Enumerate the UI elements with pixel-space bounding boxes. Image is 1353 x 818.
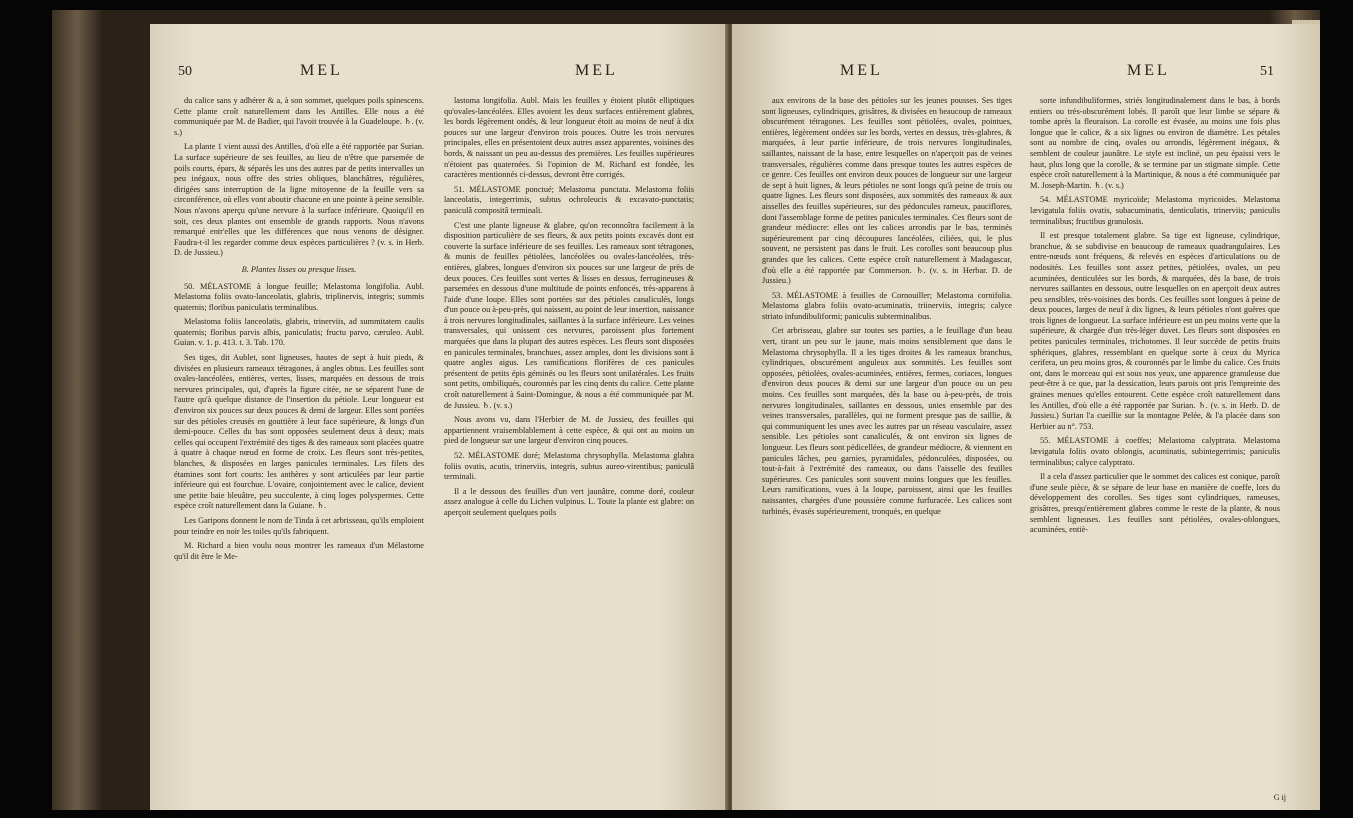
left-page-number: 50 xyxy=(178,64,192,79)
right-heading-1: MEL xyxy=(840,62,883,79)
right-page xyxy=(732,24,1320,810)
paragraph: 52. MÉLASTOME doré; Melastoma chrysophylla. Melastoma glabra foliis ovatis, acutis, trinerviis, integris, subtus aureo-virentibus; paniculâ terminali. xyxy=(444,451,694,482)
left-running-head xyxy=(150,62,728,92)
left-column-2 xyxy=(444,96,694,523)
section-heading: B. Plantes lisses ou presque lisses. xyxy=(241,264,357,274)
paragraph: du calice sans y adhérer & a, à son sommet, quelques poils spinescens. Cette plante croît naturellement dans les Antilles. Elle nous a été communiquée par M. de Badier, qui l'avoit trouvée à la Guadeloupe. ♄. (v. s.) xyxy=(174,96,424,137)
left-heading-1: MEL xyxy=(300,62,343,79)
right-page-number: 51 xyxy=(1260,64,1274,79)
book xyxy=(52,10,1320,810)
paragraph: La plante 1 vient aussi des Antilles, d'où elle a été rapportée par Surian. La surface supérieure de ses feuilles, au lieu de n'être que parsemée de poils courts, épars, & séparés les uns des autres par de petits intervalles un peu inégaux, nous offre des stries obliques, blanchâtres, régulières, dirigées sans interruption de la ligne mitoyenne de la feuille vers sa circonférence, où elles vont aboutir chacune en une pointe à peine sensible. Nous n'avons aperçu qu'une nervure à la surface inférieure. Quoiqu'il en soit, ces deux plantes ont ensemble de grands rapports. Nous n'avons remarqué entr'elles que les différences que nous venons de désigner. Faudra-t-il les regarder comme deux espèces particulières ? (v. s. in Herb. D. de Jussieu.) xyxy=(174,142,424,258)
right-column-1 xyxy=(762,96,1012,521)
catchword: G ij xyxy=(1273,793,1286,802)
paragraph: lastoma longifolia. Aubl. Mais les feuilles y étoient plutôt elliptiques qu'ovales-lancéolées. Elles avoient les deux surfaces entièrement glabres, les bords légèrement ondés, & leur longueur étoit au moins de neuf à dix pouces sur une largeur d'environ trois pouces. Outre les trois nervures principales, elles en présentoient deux autres assez apparentes, voisines des bords, & naissant un peu au-dessus des premières. Les feuilles supérieures n'étoient pas quaternées. Si l'opinion de M. Richard est fondée, les caractères mentionnés ci-dessus, devront être corrigés. xyxy=(444,96,694,180)
paragraph: Il a cela d'assez particulier que le sommet des calices est conique, paroît d'une seule pièce, & se sépare de leur base en manière de coeffe, lors du développement des corolles. Ses tiges sont cylindriques, rameuses, grisâtres, presqu'entièrement glabres comme le reste de la plante, & nous semblent ligneuses. Les feuilles sont pétiolées, ovales-oblongues, acuminées, entiè- xyxy=(1030,472,1280,535)
paragraph: 54. MÉLASTOME myricoïde; Melastoma myricoides. Melastoma lævigatula foliis ovatis, subacuminatis, denticulatis, trinerviis; paniculis terminalibus; fructibus granulosis. xyxy=(1030,195,1280,226)
paragraph: Il est presque totalement glabre. Sa tige est ligneuse, cylindrique, branchue, & se subdivise en beaucoup de rameaux quadrangulaires. Les entre-nœuds sont fréquens, & relevés en espèces d'articulations ou de nodosités. Les feuilles sont assez petites, pétiolées, ovales, un peu acuminées, denticulées sur les bords, & marquées, dès la base, de trois nervures saillantes en dessous, outre lesquelles on en aperçoit deux autres peu sensibles, très-voisines des bords. Ces feuilles sont longues à peine de deux pouces, larges de neuf à dix lignes, & leurs pétioles n'ont guères que trois lignes de longueur. La surface inférieure est un peu moins verte que la supérieure, & chargée d'un très-léger duvet. Les fleurs sont disposées en petites panicules terminales, trichotomes. Il leur succède de petits fruits sphériques, glabres, ressemblant en quelque sorte à ceux du Myrica cerifera, un peu moins gros, & couronnés par le limbe du calice. Ces fruits ont, dans le morceau qui est sous nos yeux, une apparence granuleuse due peut-être à ce que, par la dessication, leurs parois ont pris l'empreinte des graines menues qu'elles entourent. Cette espèce croît naturellement dans les Antilles, d'où elle a été rapportée par Surian. ♄. (v. s. in Herb. D. de Jussieu.) Surian l'a cueillie sur la montagne Pelée, & l'a placée dans son Herbier au n°. 753. xyxy=(1030,231,1280,431)
paragraph: Les Garipons donnent le nom de Tinda à cet arbrisseau, qu'ils emploient pour teindre en noir les toiles qu'ils fabriquent. xyxy=(174,515,424,536)
paragraph: Nous avons vu, dans l'Herbier de M. de Jussieu, des feuilles qui appartiennent vraisemblablement à cette espèce, & qui ont au moins un pied de longueur sur une largeur d'environ cinq pouces. xyxy=(444,415,694,446)
paragraph: C'est une plante ligneuse & glabre, qu'on reconnoîtra facilement à la disposition particulière de ses fleurs, & aux petits points excavés dont est couverte la surface inférieure de ses feuilles. Les rameaux sont tétragones, & munis de feuilles pétiolées, lancéolées ou ovales-lancéolées, très-entières, glabres, longues d'environ six pouces sur une largeur de près de deux pouces. Ces feuilles sont vertes & lisses en dessus, ferrugineuses & parsemées en dessous d'une multitude de points enfoncés, très-apparens à l'aide d'une loupe. Elles sont portées sur des pétioles canaliculés, longs d'un pouce ou à-peu-près, qui naissent, au point de leur insertion, naissance à trois nervures longitudinales, saillantes à la surface inférieure. Les veines transversales, qui unissent ces nervures, paroissent plus fortement marquées que dans la plupart des autres espèces. Les fleurs sont disposées en panicules terminales, branchues, assez amples, dont les divisions sont à quatre angles aigus. Les ramifications florifères de ces panicules présentent de petits épis géminés ou les fleurs sont unilatérales. Les fruits sont petits, ombiliqués, couronnés par les cinq dents du calice. Cette plante croît naturellement à Saint-Domingue, & nous a été communiquée par M. de Jussieu. ♄. (v. s.) xyxy=(444,220,694,410)
paragraph: Ses tiges, dit Aublet, sont ligneuses, hautes de sept à huit pieds, & divisées en plusieurs rameaux tétragones, à angles obtus. Les feuilles sont ovales-lancéolées, entières, vertes, lisses, marquées en dessous de trois nervures principales, qui, d'après la figure citée, ne se séparent l'une de l'autre qu'à quelque distance de l'insertion du pétiole. Leur longueur est d'environ six pouces sur deux pouces & demi de largeur. Elles sont portées sur des pétioles creusés en gouttière à leur face supérieure, & longs d'un demi-pouce. Celles du bas sont opposées seulement deux à deux; mais celles qui occupent l'extrémité des tiges & des rameaux sont placées quatre à quatre à chaque nœud en forme de croix. Les fleurs sont très-petites, blanches, & disposées en larges panicules terminales. Les filets des étamines sont fort courts: les anthères y sont articulées par leur partie inférieure qui est fourchue. L'ovaire, conjointement avec le calice, devient une petite baie bleuâtre, peu succulente, à cinq loges polyspermes. Cette espèce croît naturellement dans la Guiane. ♄. xyxy=(174,353,424,511)
paragraph: sorte infundibuliformes, striés longitudinalement dans le bas, à bords entiers ou très-obscurément lobés. Il paroît que leur limbe se sépare & tombe après la fleuraison. La corolle est évasée, au moins une fois plus longue que le calice, & a six lignes ou environ de diamètre. Les pétales sont au nombre de cinq, ovales ou arrondis, légèrement inégaux, & semblent de couleur jaunâtre. Le style est incliné, un peu épaissi vers le haut, plus long que la corolle, & se termine par un stigmate simple. Cette espèce croît naturellement à la Martinique, & nous a été communiquée par M. Joseph-Martin. ♄. (v. s.) xyxy=(1030,96,1280,190)
paragraph: 53. MÉLASTOME à feuilles de Cornouiller; Melastoma cornifolia. Melastoma glabra foliis ovato-acuminatis, triinerviis, integris; calyce striato infundibuliformi; paniculis subterminalibus. xyxy=(762,290,1012,321)
left-heading-2: MEL xyxy=(575,62,618,79)
right-column-2 xyxy=(1030,96,1280,540)
paragraph: Il a le dessous des feuilles d'un vert jaunâtre, comme doré, couleur assez analogue à celle du Lichen vulpinus. L. Toute la plante est glabre: on aperçoit seulement quelques poils xyxy=(444,486,694,517)
paragraph: M. Richard a bien voulu nous montrer les rameaux d'un Mélastome qu'il dit être le Me- xyxy=(174,541,424,561)
right-heading-2: MEL xyxy=(1127,62,1170,79)
left-page xyxy=(150,24,728,810)
left-column-1 xyxy=(174,96,424,566)
paragraph: 51. MÉLASTOME ponctué; Melastoma punctata. Melastoma foliis lanceolatis, integerrimis, subtus ochroleucis & excavato-punctatis; paniculâ compositâ terminali. xyxy=(444,184,694,215)
paragraph: 50. MÉLASTOME à longue feuille; Melastoma longifolia. Aubl. Melastoma foliis ovato-lanceolatis, glabris, triplinervis, integris; summis quaternis; floribus paniculatis terminalibus. xyxy=(174,281,424,312)
paragraph: aux environs de la base des pétioles sur les jeunes pousses. Ses tiges sont ligneuses, cylindriques, grisâtres, & divisées en beaucoup de rameaux obscurément tétragones. Les feuilles sont pétiolées, ovales, pointues, entières, légèrement ondées sur les bords, vertes en dessus, très-glabres, & marquées, à leur partie inférieure, de trois nervures longitudinales, saillantes, naissant de la base, entre lesquelles on n'aperçoit pas de veines transversales, régulières comme dans presque toutes les autres espèces de ce genre. Ces feuilles ont environ deux pouces de longueur sur une largeur de sept à huit lignes, & leurs pétioles ne sont longs qu'à peine de trois ou quatre lignes. Les fleurs sont disposées, aux sommités des rameaux & aux aisselles des feuilles supérieures, sur des pédoncules rameux, pauciflores, dont l'assemblage forme de petites panicules terminales. Ces fleurs sont de grandeur médiocre: elles ont les calices arrondis par le bas, terminés supérieurement par cinq découpures lancéolées, ciliées, qui, le plus souvent, ne persistent pas dans le fruit. Les corolles sont beaucoup plus grandes que les calices. Cette espèce croît naturellement à Madagascar, d'où elle a été rapportée par Commerson. ♄. (v. s. in Herbar. D. de Jussieu.) xyxy=(762,96,1012,286)
paragraph: 55. MÉLASTOME à coeffes; Melastoma calyptrata. Melastoma lævigatula foliis ovato oblongis, acuminatis, subintegerrimis; paniculis terminalibus; calyce calyptrato. xyxy=(1030,436,1280,467)
paragraph: Cet arbrisseau, glabre sur toutes ses parties, a le feuillage d'un beau vert, tirant un peu sur le jaune, mais moins sensiblement que dans le Melastoma chrysophylla. Il a les tiges droites & les rameaux branchus, cylindriques, obscurément anguleux aux sommités. Les feuilles sont opposées, pétiolées, ovales-acuminées, entières, fermes, coriaces, longues d'environ deux pouces & demi sur une largeur d'un pouce ou un peu moins. Ces feuilles sont marquées, dès la base ou à-peu-près, de trois nervures longitudinales, saillantes en dessous, unies ensemble par des veines transversales, parallèles, qui ne forment presque pas de saillie, & qui communiquent les unes avec les autres par un réseau vasculaire, assez sensible. Les pétioles sont canaliculés, & ont environ six lignes de longueur. Les fleurs sont pédicellées, de grandeur médiocre, & viennent en panicules lâches, peu garnies, pyramidales, pédonculées, disposées, ou tout-à-fait à l'extrémité des rameaux, ou dans l'aisselle des feuilles supérieures. Ces panicules sont souvent moins longues que les feuilles. Leurs ramifications, vues à la loupe, paroissent, ainsi que les feuilles naissantes, chargées d'une poussière comme furfuracée. Les calices sont turbinés, évasés supérieurement, tronqués, en quelque xyxy=(762,326,1012,516)
right-running-head xyxy=(732,62,1320,92)
paragraph: Melastoma foliis lanceolatis, glabris, trinerviis, ad summitatem caulis quaternis; floribus parvis albis, paniculatis; fructu parvo, cæruleo. Aubl. Guian. v. 1. p. 413. t. 3. Tab. 170. xyxy=(174,317,424,348)
